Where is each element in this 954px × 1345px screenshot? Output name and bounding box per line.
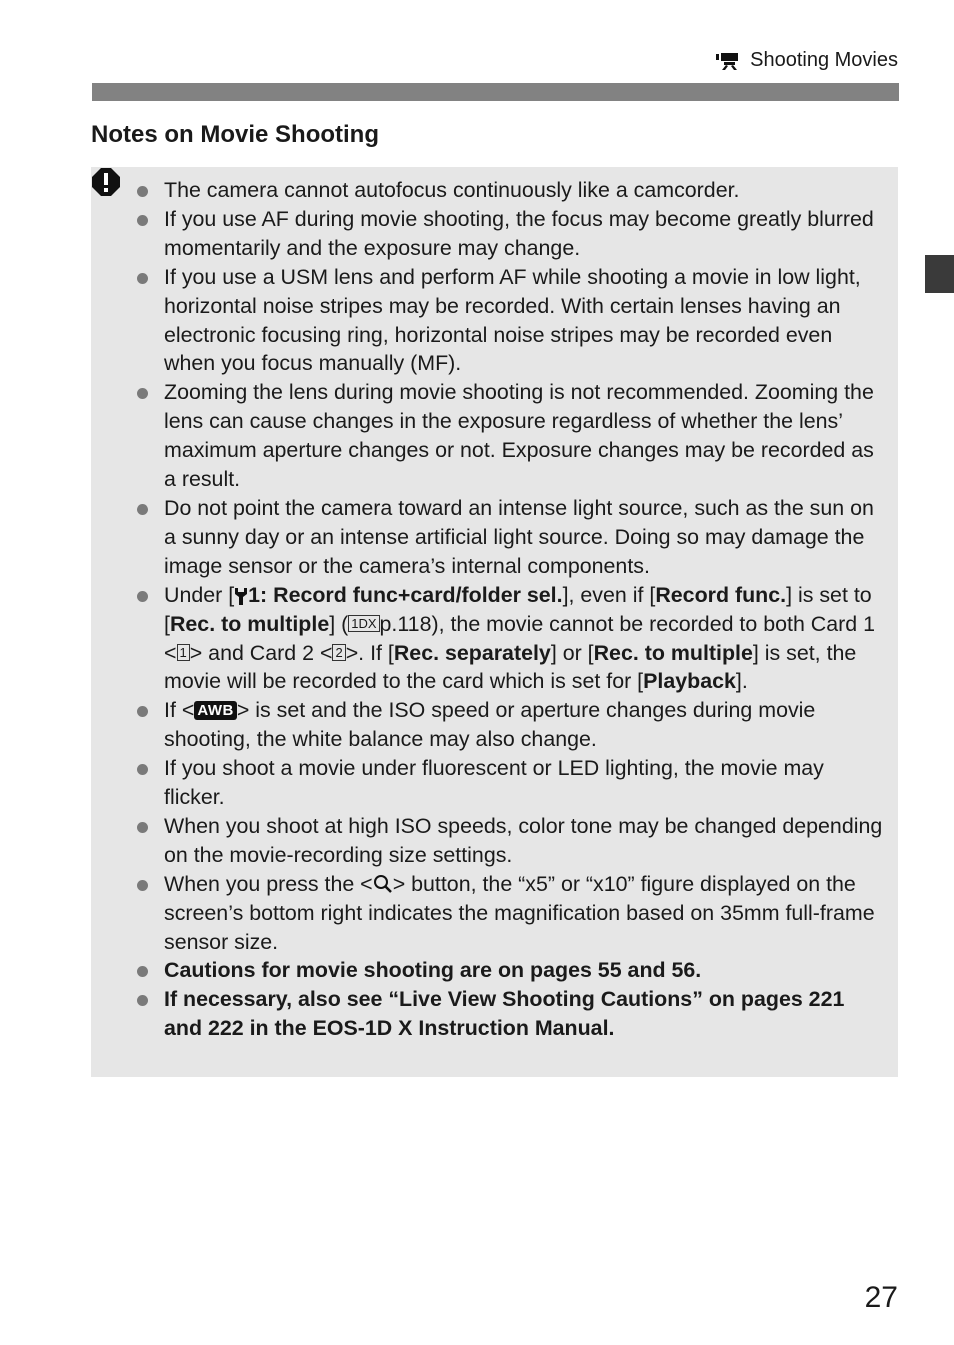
awb-icon: AWB <box>194 701 237 720</box>
header-rule <box>92 83 899 101</box>
list-item: When you press the < > button, the “x5” or “x10” figure displayed on the screen’s bottom right indicates the magnification based on 35mm full-frame sensor size. <box>137 870 885 957</box>
list-item: If you use a USM lens and perform AF while shooting a movie in low light, horizontal noise stripes may be recorded. With certain lenses having an electronic focusing ring, horizontal noise stripes may be recorded even when you focus manually (MF). <box>137 263 885 379</box>
chapter-tab <box>925 255 954 293</box>
caution-icon <box>91 167 121 197</box>
list-item: If necessary, also see “Live View Shooting Cautions” on pages 221 and 222 in the EOS-1D X Instruction Manual. <box>137 985 885 1043</box>
caution-list <box>137 176 885 1043</box>
caution-box <box>91 167 898 1077</box>
card2-icon: 2 <box>332 644 345 661</box>
magnify-icon <box>373 874 393 894</box>
running-header <box>716 49 898 72</box>
list-item: Cautions for movie shooting are on pages 55 and 56. <box>137 956 885 985</box>
page-title: Notes on Movie Shooting <box>91 121 379 148</box>
list-item: If you use AF during movie shooting, the focus may become greatly blurred momentarily and the exposure may change. <box>137 205 885 263</box>
movie-camera-icon <box>716 52 742 70</box>
list-item: Do not point the camera toward an intense light source, such as the sun on a sunny day or an intense artificial light source. Doing so may damage the image sensor or the camera’s internal components. <box>137 494 885 581</box>
list-item: When you shoot at high ISO speeds, color tone may be changed depending on the movie-recording size settings. <box>137 812 885 870</box>
list-item: If < AWB > is set and the ISO speed or aperture changes during movie shooting, the white balance may also change. <box>137 696 885 754</box>
reference-manual-icon: 1DX <box>348 615 379 632</box>
list-item: Zooming the lens during movie shooting is not recommended. Zooming the lens can cause changes in the exposure regardless of whether the lens’ maximum aperture changes or not. Exposure changes may be recorded as a result. <box>137 378 885 494</box>
list-item: If you shoot a movie under fluorescent or LED lighting, the movie may flicker. <box>137 754 885 812</box>
list-item: The camera cannot autofocus continuously like a camcorder. <box>137 176 885 205</box>
card1-icon: 1 <box>177 644 190 661</box>
list-item: Under [ 1: Record func+card/folder sel.], even if [Record func.] is set to [Rec. to multiple] ( 1DX p.118), the movie cannot be recorded to both Card 1 < 1 > and Card 2 < 2 >. If [Rec. separately] or [Rec. to multiple] is set, the movie will be recorded to the card which is set for [Playback]. <box>137 581 885 697</box>
page-number: 27 <box>864 1281 898 1314</box>
wrench-icon <box>234 587 248 605</box>
section-title: Shooting Movies <box>750 49 898 71</box>
